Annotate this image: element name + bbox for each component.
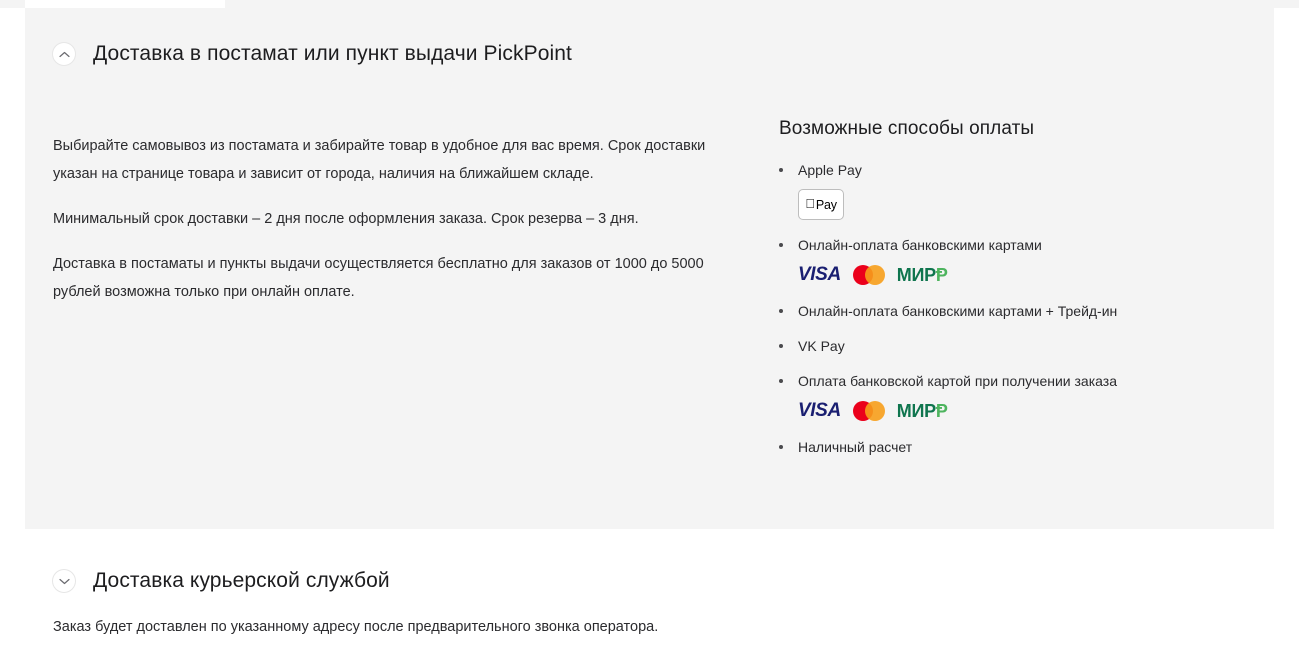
pickpoint-section-header[interactable] <box>25 8 1274 100</box>
card-logos <box>798 264 1246 286</box>
courier-title: Доставка курьерской службой <box>93 569 390 592</box>
payment-method-label: Apple Pay <box>798 162 862 178</box>
payment-method-label: Наличный расчет <box>798 439 913 455</box>
payment-method-label: Оплата банковской картой при получении заказа <box>798 373 1117 389</box>
payment-methods-title: Возможные способы оплаты <box>779 118 1035 139</box>
list-item <box>779 437 1246 457</box>
chevron-down-icon[interactable] <box>53 570 75 592</box>
courier-section <box>25 545 1274 650</box>
apple-pay-badge-icon <box>798 189 844 220</box>
payment-methods <box>734 100 1246 472</box>
apple-logo-icon <box>805 197 815 210</box>
list-item <box>779 371 1246 422</box>
description-paragraph: Выбирайте самовывоз из постамата и забирайте товар в удобное для вас время. Срок доставки указан на странице товара и зависит от города, наличия на ближайшем складе. <box>53 138 706 182</box>
mir-logo-text: МИР <box>896 401 936 421</box>
payment-method-label: Онлайн-оплата банковскими картами <box>798 237 1042 253</box>
payment-methods-list <box>779 160 1246 457</box>
mir-logo-icon <box>897 401 948 421</box>
pickpoint-description <box>53 100 734 472</box>
mastercard-logo-icon <box>853 401 885 421</box>
description-paragraph: Доставка в постаматы и пункты выдачи осуществляется бесплатно для заказов от 1000 до 5000 рублей возможна только при онлайн оплате. <box>53 256 704 300</box>
card-logos <box>798 400 1246 422</box>
mastercard-yellow-circle <box>865 265 885 285</box>
mastercard-yellow-circle <box>865 401 885 421</box>
payment-method-label: Онлайн-оплата банковскими картами + Трейд-ин <box>798 303 1118 319</box>
pickpoint-content <box>25 100 1274 472</box>
apple-pay-text: Pay <box>811 197 832 212</box>
list-item <box>779 235 1246 286</box>
payment-method-label: VK Pay <box>798 338 845 354</box>
chevron-up-icon[interactable] <box>53 43 75 65</box>
list-item <box>779 160 1246 220</box>
top-strip-left-fill <box>0 0 25 8</box>
mir-logo-tail: Ᵽ <box>935 401 948 421</box>
list-item <box>779 301 1246 321</box>
visa-logo-icon: VISA <box>798 264 841 285</box>
page-top-strip <box>0 0 1299 8</box>
mir-logo-tail: Ᵽ <box>935 265 948 285</box>
mastercard-logo-icon <box>853 265 885 285</box>
description-paragraph: Минимальный срок доставки – 2 дня после оформления заказа. Срок резерва – 3 дня. <box>53 211 639 227</box>
list-item <box>779 336 1246 356</box>
mir-logo-text: МИР <box>896 265 936 285</box>
visa-logo-icon: VISA <box>798 400 841 421</box>
courier-section-header[interactable] <box>25 545 1274 617</box>
top-strip-right-fill <box>225 0 1299 8</box>
pickpoint-title: Доставка в постамат или пункт выдачи PickPoint <box>93 42 572 65</box>
mir-logo-icon <box>897 265 948 285</box>
pickpoint-section <box>25 8 1274 529</box>
courier-subtitle: Заказ будет доставлен по указанному адресу после предварительного звонка оператора. <box>53 619 659 635</box>
